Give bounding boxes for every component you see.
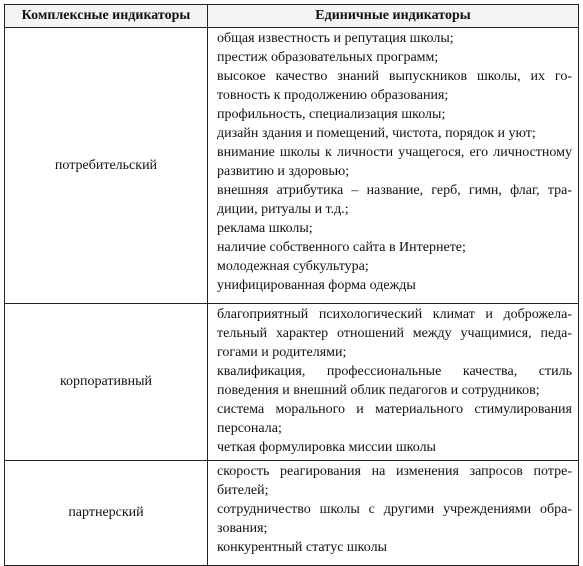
indicator-item: профильность, специализация школы; (217, 107, 446, 122)
indicator-item: молодежная субкультура; (217, 259, 369, 274)
indicator-item: четкая формулировка миссии школы (217, 440, 436, 455)
header-single-indicators: Единичные индикаторы (208, 5, 579, 28)
indicator-item: реклама школы; (217, 221, 313, 236)
header-row (5, 5, 579, 28)
single-indicators-partner (208, 461, 579, 566)
complex-indicator-partner: партнерский (5, 461, 208, 566)
indicator-item: конкурентный статус школы (217, 540, 387, 555)
indicator-item: квалификация, профессиональные качества, стиль поведения и внешний облик педагогов и сотрудников; (217, 364, 572, 398)
header-complex-indicators: Комплексные индикаторы (5, 5, 208, 28)
table-row-corporate (5, 304, 579, 461)
table-row-consumer (5, 28, 579, 304)
indicator-item: сотрудничество школы с другими учреждениями образования; (217, 502, 572, 536)
indicator-item: внешняя атрибутика – название, герб, гимн, флаг, традиции, ритуалы и т.д.; (217, 183, 572, 217)
indicator-item: внимание школы к личности учащегося, его личностному развитию и здоровью; (217, 145, 572, 179)
indicators-table-container (4, 4, 579, 561)
indicator-item: система морального и материального стимулирования персонала; (217, 402, 572, 436)
table-row-partner (5, 461, 579, 566)
indicator-item: общая известность и репутация школы; (217, 31, 454, 46)
indicators-table (4, 4, 579, 566)
indicator-item: наличие собственного сайта в Интернете; (217, 240, 466, 255)
complex-indicator-consumer: потребительский (5, 28, 208, 304)
single-indicators-corporate (208, 304, 579, 461)
indicator-item: благоприятный психологический климат и доброжелательный характер отношений между учащимися, педагогами и родителями; (217, 307, 572, 360)
complex-indicator-corporate: корпоративный (5, 304, 208, 461)
indicator-item: престиж образовательных программ; (217, 50, 439, 65)
indicator-item: унифицированная форма одежды (217, 278, 416, 293)
single-indicators-consumer (208, 28, 579, 304)
indicator-item: высокое качество знаний выпускников школы, их готовность к продолжению образования; (217, 69, 572, 103)
indicator-item: скорость реагирования на изменения запросов потребителей; (217, 464, 572, 498)
indicator-item: дизайн здания и помещений, чистота, порядок и уют; (217, 126, 536, 141)
